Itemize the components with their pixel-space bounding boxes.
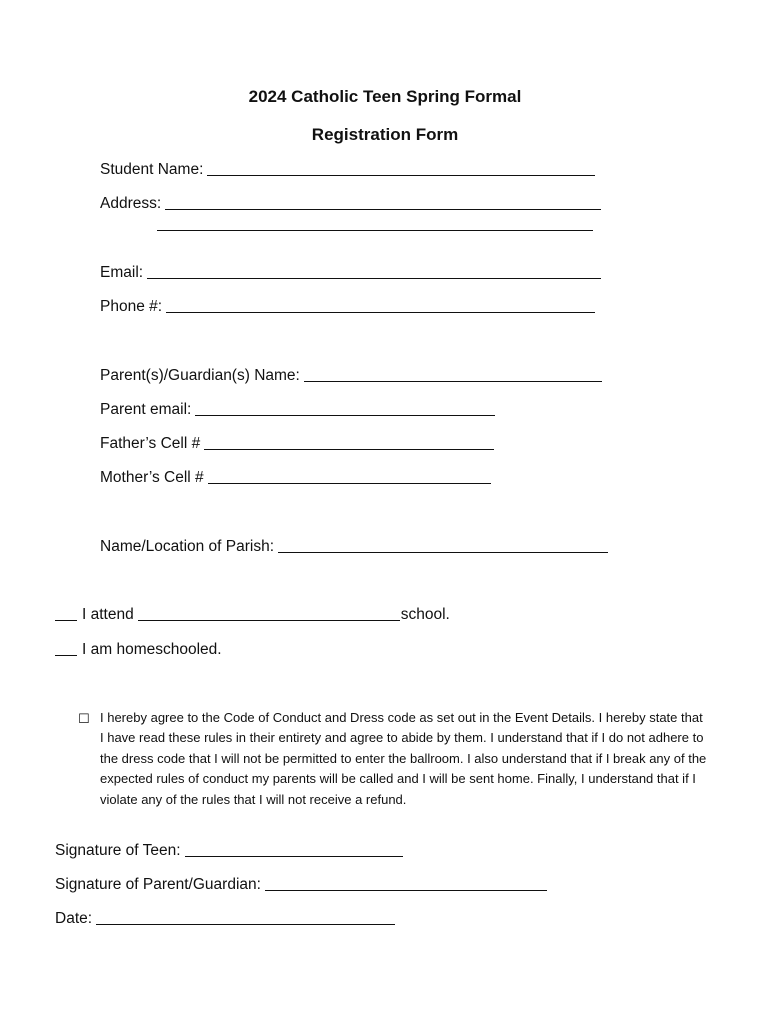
parent-email-field[interactable] [195, 414, 495, 416]
attend-prefix-label: I attend [82, 606, 134, 623]
form-subtitle: Registration Form [311, 125, 459, 144]
parish-label: Name/Location of Parish: [100, 538, 275, 555]
student-name-label: Student Name: [100, 161, 204, 178]
date-row [55, 910, 395, 928]
attend-school-check[interactable] [55, 619, 77, 621]
phone-row [100, 298, 595, 316]
mother-cell-label: Mother’s Cell # [100, 469, 204, 486]
date-field[interactable] [96, 923, 395, 925]
teen-signature-label: Signature of Teen: [55, 842, 181, 859]
parent-name-field[interactable] [304, 380, 602, 382]
attend-school-row [55, 606, 450, 624]
agreement-block [78, 708, 708, 810]
homeschool-label: I am homeschooled. [82, 641, 222, 658]
address-row-2 [157, 229, 593, 234]
attend-suffix-label: school. [400, 606, 450, 623]
email-label: Email: [100, 264, 144, 281]
parent-name-label: Parent(s)/Guardian(s) Name: [100, 367, 300, 384]
teen-signature-row [55, 842, 403, 860]
agreement-checkbox[interactable]: ☐ [78, 711, 90, 726]
parent-signature-field[interactable] [265, 889, 547, 891]
teen-signature-field[interactable] [185, 855, 403, 857]
homeschool-check[interactable] [55, 654, 77, 656]
mother-cell-row [100, 469, 491, 487]
father-cell-label: Father’s Cell # [100, 435, 201, 452]
parent-email-label: Parent email: [100, 401, 192, 418]
parent-signature-row [55, 876, 547, 894]
date-label: Date: [55, 910, 93, 927]
parent-signature-label: Signature of Parent/Guardian: [55, 876, 261, 893]
address-row [100, 195, 601, 213]
email-field[interactable] [147, 277, 601, 279]
phone-label: Phone #: [100, 298, 163, 315]
student-name-field[interactable] [207, 174, 595, 176]
father-cell-row [100, 435, 494, 453]
address-field-line2[interactable] [157, 229, 593, 231]
school-name-field[interactable] [138, 619, 400, 621]
parent-email-row [100, 401, 495, 419]
form-title: 2024 Catholic Teen Spring Formal [248, 87, 522, 106]
parish-field[interactable] [278, 551, 608, 553]
agreement-text: I hereby agree to the Code of Conduct and Dress code as set out in the Event Details. I hereby state that I have read these rules in their entirety and agree to abide by them. I understand that if I do not adhere to the dress code that I will not be permitted to enter the ballroom. I also understand that if I break any of the expected rules of conduct my parents will be called and I will be sent home. Finally, I understand that if I violate any of the rules that I will not receive a refund. [100, 710, 707, 807]
student-name-row [100, 161, 595, 179]
email-row [100, 264, 601, 282]
father-cell-field[interactable] [204, 448, 494, 450]
parent-name-row [100, 367, 602, 385]
mother-cell-field[interactable] [208, 482, 491, 484]
homeschool-row [55, 641, 222, 659]
address-label: Address: [100, 195, 162, 212]
address-field-line1[interactable] [165, 208, 601, 210]
phone-field[interactable] [166, 311, 595, 313]
parish-row [100, 538, 608, 556]
